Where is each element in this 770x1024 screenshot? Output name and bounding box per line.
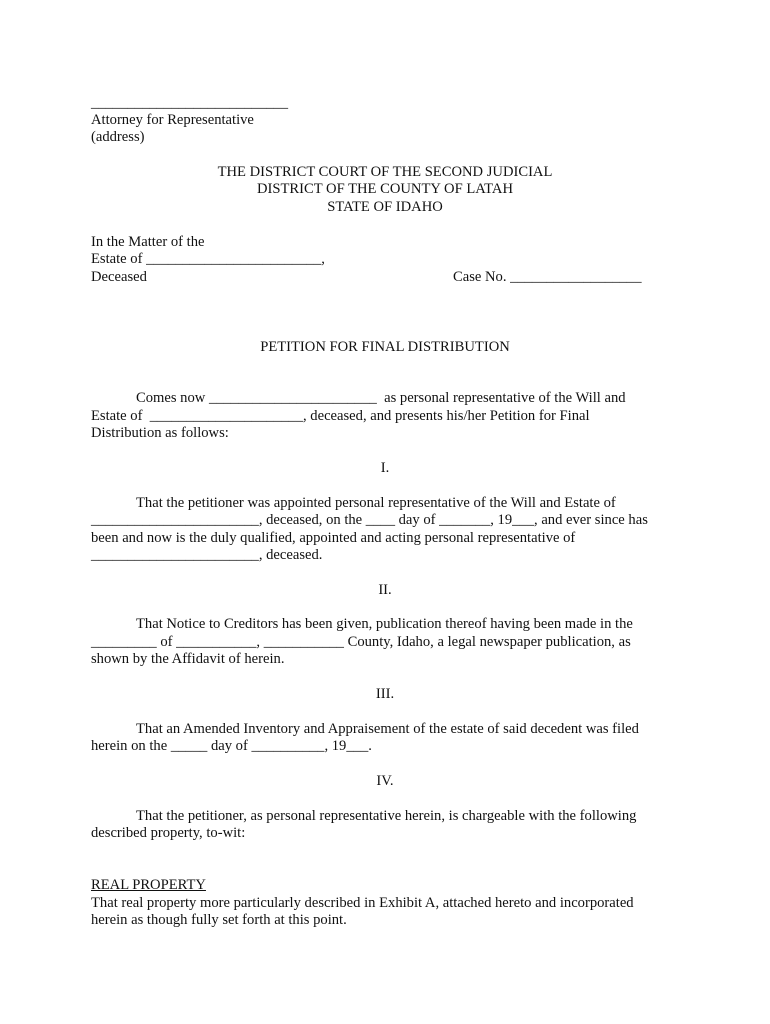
document-title: PETITION FOR FINAL DISTRIBUTION [260,339,510,355]
section-3-line-2: herein on the _____ day of __________, 19___. [91,738,372,754]
section-3-line-1: That an Amended Inventory and Appraisement of the estate of said decedent was filed [136,721,639,737]
real-property-heading: REAL PROPERTY [91,877,206,893]
section-4-line-2: described property, to-wit: [91,825,246,841]
intro-line-3: Distribution as follows: [91,425,229,441]
section-2-line-1: That Notice to Creditors has been given, publication thereof having been made in the [136,616,633,632]
caption-deceased: Deceased [91,269,147,285]
intro-line-1: Comes now _______________________ as personal representative of the Will and [136,390,626,406]
caption-matter: In the Matter of the [91,234,205,250]
section-2-line-2: _________ of ___________, ___________ County, Idaho, a legal newspaper publication, as [91,634,631,650]
caption-estate: Estate of ________________________, [91,251,325,267]
section-numeral-1: I. [380,460,390,476]
section-1-line-3: been and now is the duly qualified, appointed and acting personal representative of [91,530,576,546]
section-numeral-4: IV. [376,773,394,789]
section-1-line-4: _______________________, deceased. [91,547,323,563]
section-2-line-3: shown by the Affidavit of herein. [91,651,285,667]
attorney-signature-line: ___________________________ [91,95,289,111]
section-4-line-1: That the petitioner, as personal representative herein, is chargeable with the following [136,808,637,824]
section-1-line-1: That the petitioner was appointed personal representative of the Will and Estate of [136,495,616,511]
attorney-title: Attorney for Representative [91,112,254,128]
section-numeral-2: II. [378,582,392,598]
attorney-address: (address) [91,129,145,145]
real-property-line-2: herein as though fully set forth at this point. [91,912,347,928]
intro-line-2: Estate of _____________________, deceased, and presents his/her Petition for Final [91,408,590,424]
court-line-2: DISTRICT OF THE COUNTY OF LATAH [257,181,513,197]
case-number: Case No. __________________ [453,269,642,285]
section-numeral-3: III. [375,686,395,702]
court-line-1: THE DISTRICT COURT OF THE SECOND JUDICIAL [217,164,553,180]
section-1-line-2: _______________________, deceased, on the ____ day of _______, 19___, and ever since has [91,512,648,528]
real-property-line-1: That real property more particularly described in Exhibit A, attached hereto and incorporated [91,895,634,911]
court-line-3: STATE OF IDAHO [327,199,443,215]
